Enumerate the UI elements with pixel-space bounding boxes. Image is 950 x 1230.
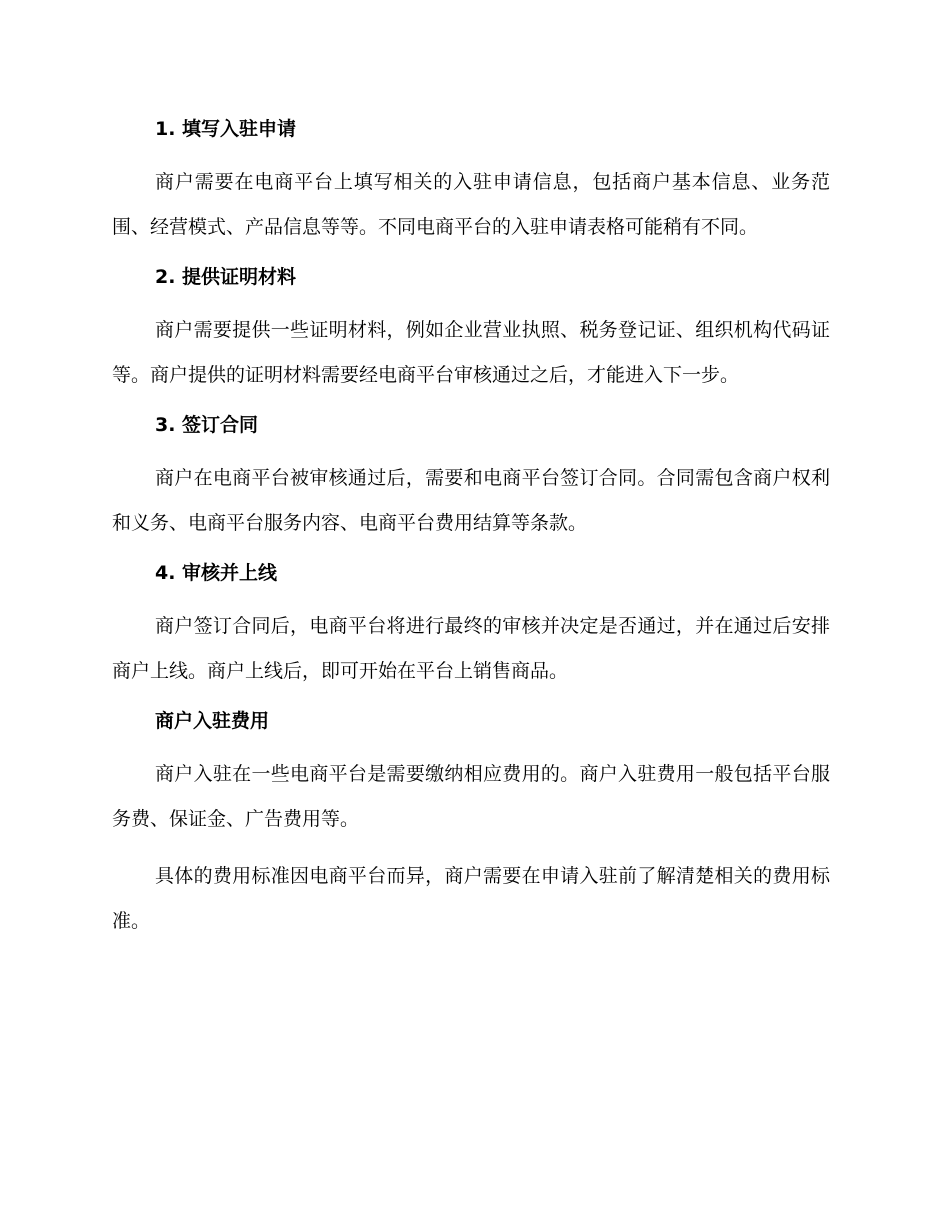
section-fill-application: [112, 114, 830, 250]
section-heading: 2. 提供证明材料: [155, 266, 297, 288]
document-body: [112, 114, 830, 956]
section-merchant-fees: [112, 706, 830, 944]
section-paragraph: 商户入驻在一些电商平台是需要缴纳相应费用的。商户入驻费用一般包括平台服务费、保证金、广告费用等。: [112, 763, 830, 830]
section-provide-documents: [112, 262, 830, 398]
section-heading: 4. 审核并上线: [155, 562, 278, 584]
section-paragraph: 商户需要提供一些证明材料，例如企业营业执照、税务登记证、组织机构代码证等。商户提供的证明材料需要经电商平台审核通过之后，才能进入下一步。: [112, 319, 830, 386]
section-heading: 3. 签订合同: [155, 414, 259, 436]
section-paragraph: 商户在电商平台被审核通过后，需要和电商平台签订合同。合同需包含商户权利和义务、电商平台服务内容、电商平台费用结算等条款。: [112, 467, 830, 534]
section-paragraph: 商户需要在电商平台上填写相关的入驻申请信息，包括商户基本信息、业务范围、经营模式、产品信息等等。不同电商平台的入驻申请表格可能稍有不同。: [112, 171, 830, 238]
section-paragraph: 具体的费用标准因电商平台而异，商户需要在申请入驻前了解清楚相关的费用标准。: [112, 865, 830, 932]
section-heading: 1. 填写入驻申请: [155, 118, 297, 140]
section-sign-contract: [112, 410, 830, 546]
section-review-and-launch: [112, 558, 830, 694]
section-heading: 商户入驻费用: [155, 710, 270, 732]
section-paragraph: 商户签订合同后，电商平台将进行最终的审核并决定是否通过，并在通过后安排商户上线。商户上线后，即可开始在平台上销售商品。: [112, 615, 830, 682]
